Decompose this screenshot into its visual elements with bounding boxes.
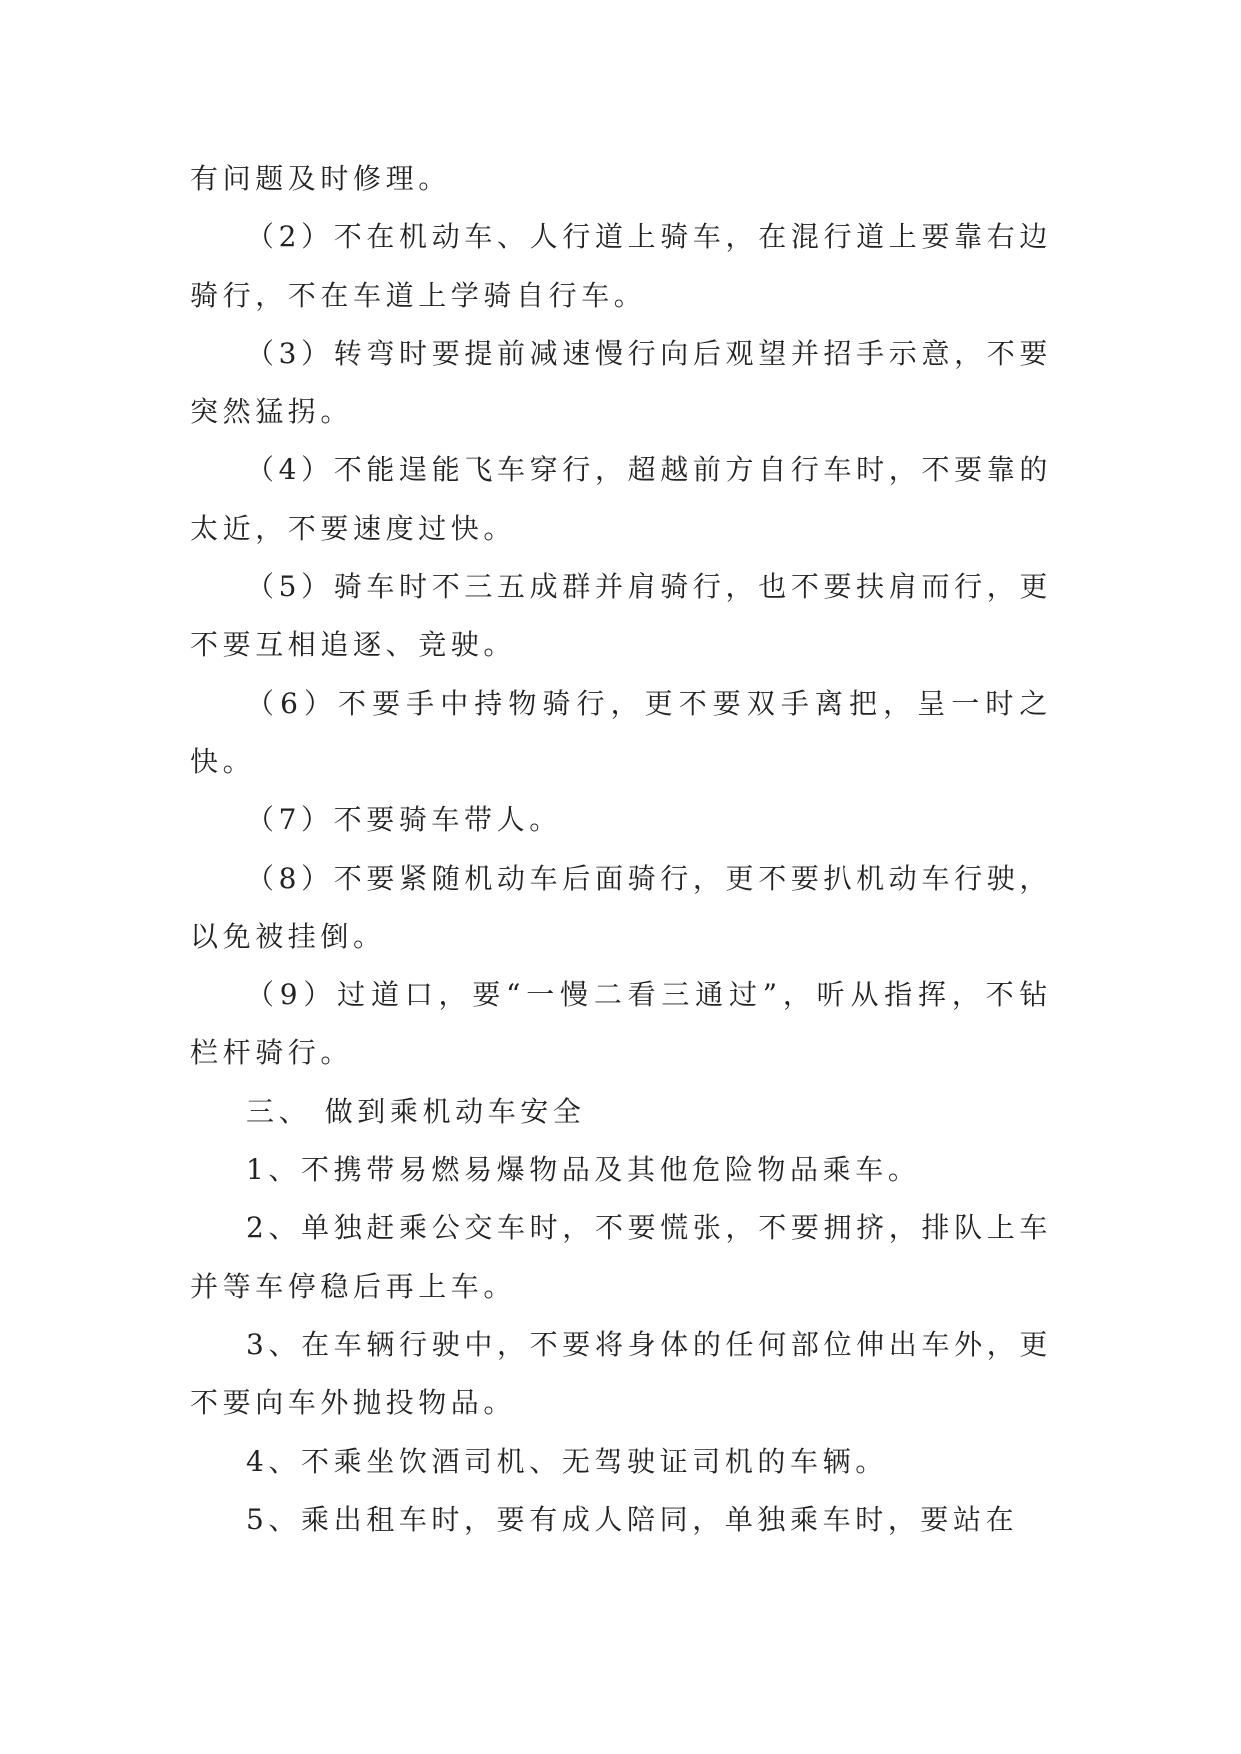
- section-heading: 三、 做到乘机动车安全: [246, 1094, 586, 1128]
- paragraph-rule-3: 3、在车辆行驶中，不要将身体的任何部位伸出车外，更不要向车外抛投物品。: [190, 1327, 1052, 1420]
- paragraph-item-3: （3）转弯时要提前减速慢行向后观望并招手示意，不要突然猛拐。: [190, 336, 1052, 429]
- paragraph-continuation: 有问题及时修理。: [190, 162, 451, 195]
- paragraph-item-9: （9）过道口，要“一慢二看三通过”，听从指挥，不钻栏杆骑行。: [190, 978, 1052, 1070]
- paragraph-rule-4: 4、不乘坐饮酒司机、无驾驶证司机的车辆。: [246, 1444, 888, 1478]
- paragraph-item-2: （2）不在机动车、人行道上骑车，在混行道上要靠右边骑行，不在车道上学骑自行车。: [190, 220, 1052, 312]
- paragraph-rule-5: 5、乘出租车时，要有成人陪同，单独乘车时，要站在: [246, 1502, 1019, 1536]
- paragraph-item-6: （6）不要手中持物骑行，更不要双手离把，呈一时之快。: [190, 686, 1052, 778]
- paragraph-rule-1: 1、不携带易燃易爆物品及其他危险物品乘车。: [246, 1153, 921, 1187]
- paragraph-item-5: （5）骑车时不三五成群并肩骑行，也不要扶肩而行，更不要互相追逐、竞驶。: [190, 570, 1052, 662]
- paragraph-item-8: （8）不要紧随机动车后面骑行，更不要扒机动车行驶，以免被挂倒。: [190, 861, 1052, 953]
- document-body: [190, 150, 1052, 1549]
- paragraph-item-4: （4）不能逞能飞车穿行，超越前方自行车时，不要靠的太近，不要速度过快。: [190, 453, 1052, 545]
- paragraph-item-7: （7）不要骑车带人。: [246, 803, 562, 837]
- paragraph-rule-2: 2、单独赶乘公交车时，不要慌张，不要拥挤，排队上车并等车停稳后再上车。: [190, 1211, 1052, 1303]
